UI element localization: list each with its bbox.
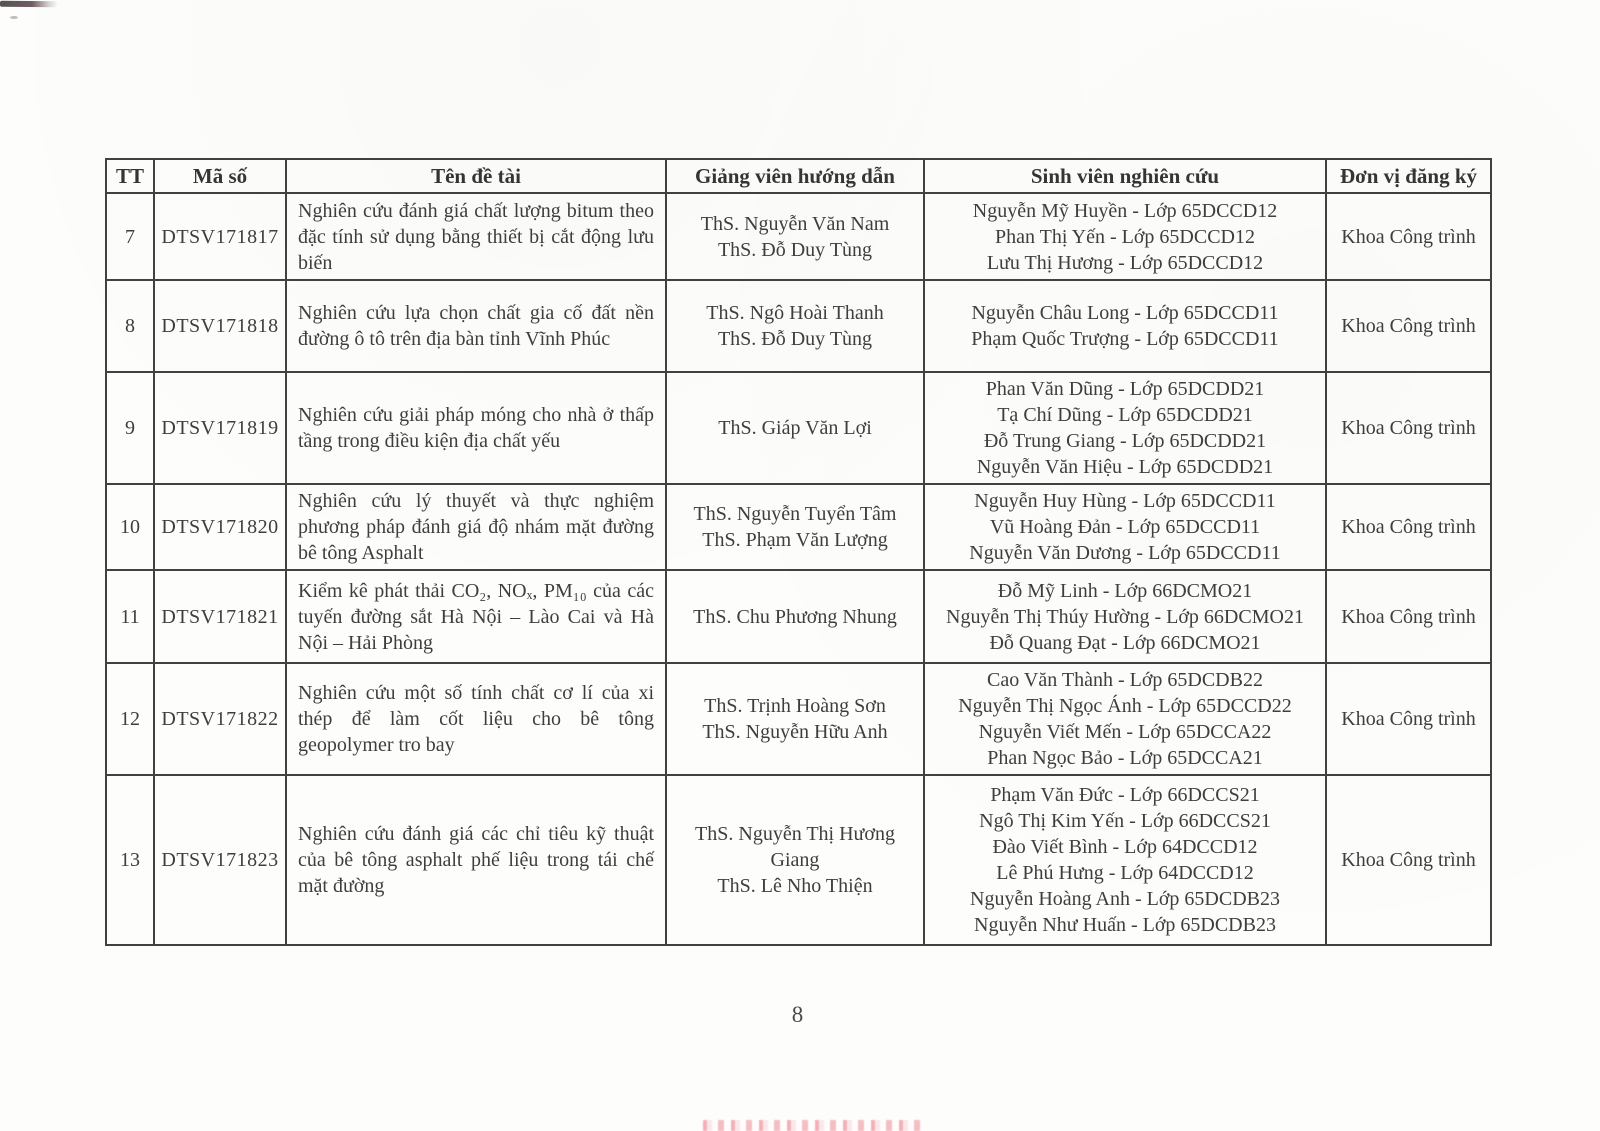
header-sinh-vien: Sinh viên nghiên cứu xyxy=(924,159,1326,193)
cell-giang-vien xyxy=(666,193,924,280)
cell-ten-de-tai: Kiểm kê phát thải CO₂, NOₓ, PM₁₀ của các tuyến đường sắt Hà Nội – Lào Cai và Hà Nội – Hải Phòng xyxy=(286,570,666,663)
header-giang-vien: Giảng viên hướng dẫn xyxy=(666,159,924,193)
lecturer: ThS. Phạm Văn Lượng xyxy=(702,529,888,551)
cell-don-vi: Khoa Công trình xyxy=(1326,280,1491,372)
cell-don-vi: Khoa Công trình xyxy=(1326,663,1491,775)
student: Phan Văn Dũng - Lớp 65DCDD21 xyxy=(985,378,1265,400)
lecturer: ThS. Ngô Hoài Thanh xyxy=(706,302,884,324)
cell-ten-de-tai: Nghiên cứu lựa chọn chất gia cố đất nền đường ô tô trên địa bàn tỉnh Vĩnh Phúc xyxy=(286,280,666,372)
cell-sinh-vien xyxy=(924,280,1326,372)
cell-sinh-vien xyxy=(924,570,1326,663)
page-number: 8 xyxy=(791,1002,804,1027)
lecturer: ThS. Chu Phương Nhung xyxy=(693,605,897,628)
table-row xyxy=(106,280,1491,372)
cell-sinh-vien xyxy=(924,372,1326,484)
cell-don-vi: Khoa Công trình xyxy=(1326,193,1491,280)
student: Cao Văn Thành - Lớp 65DCDB22 xyxy=(987,669,1263,691)
student: Nguyễn Văn Dương - Lớp 65DCCD11 xyxy=(969,542,1281,564)
header-tt: TT xyxy=(106,159,154,193)
table-row xyxy=(106,193,1491,280)
cell-ten-de-tai: Nghiên cứu đánh giá các chỉ tiêu kỹ thuật của bê tông asphalt phế liệu trong tái chế mặt đường xyxy=(286,775,666,945)
cell-sinh-vien xyxy=(924,193,1326,280)
cell-ten-de-tai: Nghiên cứu một số tính chất cơ lí của xi thép để làm cốt liệu cho bê tông geopolymer tro bay xyxy=(286,663,666,775)
lecturer: ThS. Đỗ Duy Tùng xyxy=(717,238,873,261)
cell-ten-de-tai: Nghiên cứu lý thuyết và thực nghiệm phương pháp đánh giá độ nhám mặt đường bê tông Asphalt xyxy=(286,484,666,570)
lecturer: ThS. Trịnh Hoàng Sơn xyxy=(704,695,886,717)
scan-artifact-dot xyxy=(10,16,18,19)
student: Phạm Quốc Trượng - Lớp 65DCCD11 xyxy=(971,328,1279,350)
cell-tt: 13 xyxy=(106,775,154,945)
cell-don-vi: Khoa Công trình xyxy=(1326,570,1491,663)
cell-ma-so: DTSV171820 xyxy=(154,484,286,570)
student: Phan Thị Yến - Lớp 65DCCD12 xyxy=(994,225,1255,248)
cell-sinh-vien xyxy=(924,663,1326,775)
lecturer: ThS. Giáp Văn Lợi xyxy=(718,417,872,439)
student: Nguyễn Mỹ Huyền - Lớp 65DCCD12 xyxy=(972,199,1278,222)
lecturer: ThS. Lê Nho Thiện xyxy=(717,875,873,897)
cell-tt: 7 xyxy=(106,193,154,280)
cell-tt: 8 xyxy=(106,280,154,372)
student: Nguyễn Huy Hùng - Lớp 65DCCD11 xyxy=(974,490,1276,512)
table-row xyxy=(106,372,1491,484)
header-don-vi: Đơn vị đăng ký xyxy=(1326,159,1491,193)
cell-don-vi: Khoa Công trình xyxy=(1326,484,1491,570)
student: Nguyễn Như Huấn - Lớp 65DCDB23 xyxy=(974,914,1276,936)
cell-giang-vien xyxy=(666,570,924,663)
cell-ten-de-tai: Nghiên cứu giải pháp móng cho nhà ở thấp tầng trong điều kiện địa chất yếu xyxy=(286,372,666,484)
student: Nguyễn Hoàng Anh - Lớp 65DCDB23 xyxy=(970,888,1280,910)
cell-ten-de-tai: Nghiên cứu đánh giá chất lượng bitum theo đặc tính sử dụng bằng thiết bị cắt động lưu biến xyxy=(286,193,666,280)
student: Lê Phú Hưng - Lớp 64DCCD12 xyxy=(996,862,1254,884)
cell-tt: 9 xyxy=(106,372,154,484)
cell-giang-vien xyxy=(666,484,924,570)
student: Lưu Thị Hương - Lớp 65DCCD12 xyxy=(986,251,1264,274)
table-row xyxy=(106,663,1491,775)
student: Nguyễn Viết Mến - Lớp 65DCCA22 xyxy=(978,721,1272,743)
student: Đỗ Mỹ Linh - Lớp 66DCMO21 xyxy=(997,579,1253,602)
student: Nguyễn Văn Hiệu - Lớp 65DCDD21 xyxy=(976,456,1274,478)
cell-giang-vien xyxy=(666,663,924,775)
cell-don-vi: Khoa Công trình xyxy=(1326,372,1491,484)
cell-sinh-vien xyxy=(924,484,1326,570)
student: Phan Ngọc Bảo - Lớp 65DCCA21 xyxy=(987,747,1263,769)
table-row xyxy=(106,570,1491,663)
lecturer: ThS. Nguyễn Văn Nam xyxy=(700,212,890,235)
student: Đỗ Quang Đạt - Lớp 66DCMO21 xyxy=(989,631,1261,654)
cell-tt: 10 xyxy=(106,484,154,570)
student: Ngô Thị Kim Yến - Lớp 66DCCS21 xyxy=(979,810,1271,832)
student: Phạm Văn Đức - Lớp 66DCCS21 xyxy=(990,784,1260,806)
student: Nguyễn Thị Thúy Hường - Lớp 66DCMO21 xyxy=(946,605,1304,628)
table-row xyxy=(106,484,1491,570)
cell-giang-vien xyxy=(666,372,924,484)
research-topics-table xyxy=(105,158,1492,946)
student: Đỗ Trung Giang - Lớp 65DCDD21 xyxy=(983,430,1267,452)
lecturer: ThS. Nguyễn Hữu Anh xyxy=(702,721,888,743)
cell-ma-so: DTSV171817 xyxy=(154,193,286,280)
cell-giang-vien xyxy=(666,775,924,945)
student: Nguyễn Châu Long - Lớp 65DCCD11 xyxy=(971,302,1279,324)
cell-ma-so: DTSV171823 xyxy=(154,775,286,945)
header-ten-de-tai: Tên đề tài xyxy=(286,159,666,193)
table-header-row xyxy=(106,159,1491,193)
student: Vũ Hoàng Đản - Lớp 65DCCD11 xyxy=(989,516,1261,538)
lecturer: ThS. Nguyễn Thị Hương Giang xyxy=(695,823,895,871)
cell-ma-so: DTSV171818 xyxy=(154,280,286,372)
cell-giang-vien xyxy=(666,280,924,372)
cell-ma-so: DTSV171819 xyxy=(154,372,286,484)
student: Nguyễn Thị Ngọc Ánh - Lớp 65DCCD22 xyxy=(958,695,1292,717)
lecturer: ThS. Nguyễn Tuyển Tâm xyxy=(693,503,897,525)
header-ma-so: Mã số xyxy=(154,159,286,193)
scan-artifact-streak xyxy=(0,1,58,7)
lecturer: ThS. Đỗ Duy Tùng xyxy=(717,328,873,350)
cell-tt: 12 xyxy=(106,663,154,775)
student: Đào Viết Bình - Lớp 64DCCD12 xyxy=(992,836,1258,858)
table-row xyxy=(106,775,1491,945)
cell-sinh-vien xyxy=(924,775,1326,945)
cell-tt: 11 xyxy=(106,570,154,663)
cell-don-vi: Khoa Công trình xyxy=(1326,775,1491,945)
stamp-remnant-artifact xyxy=(703,1120,921,1131)
cell-ma-so: DTSV171822 xyxy=(154,663,286,775)
cell-ma-so: DTSV171821 xyxy=(154,570,286,663)
student: Tạ Chí Dũng - Lớp 65DCDD21 xyxy=(997,404,1253,426)
